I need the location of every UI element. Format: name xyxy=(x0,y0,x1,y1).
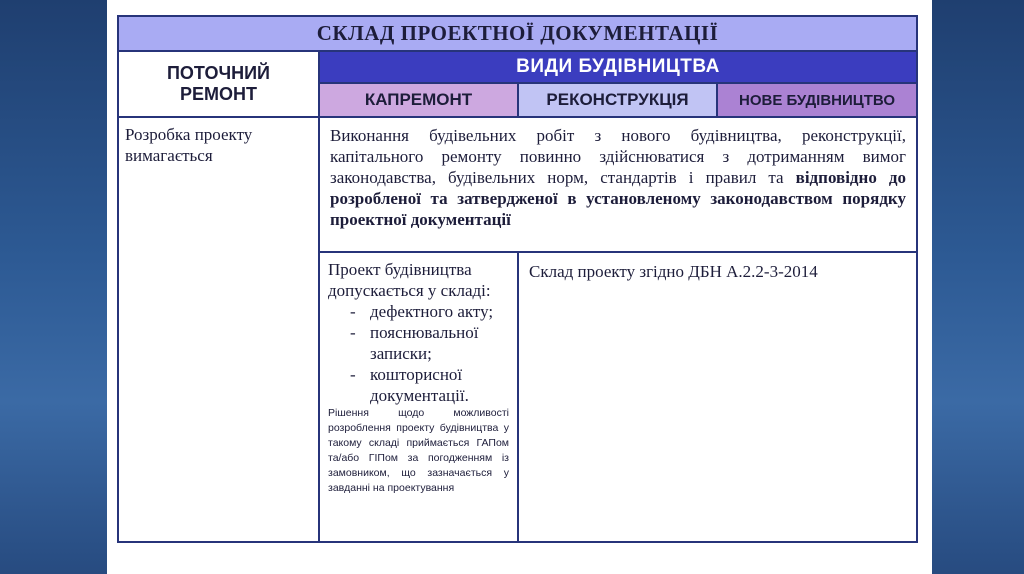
list-item: - пояснювальної записки; xyxy=(350,322,509,364)
composition-list xyxy=(328,301,509,406)
execution-text: Виконання будівельних робіт з нового будівництва, реконструкції, капітального ремонту повинно здійснюватися з дотриманням вимог законодавства, будівельних норм, стандартів і правил та xyxy=(330,126,906,187)
cell-capital-repair-composition xyxy=(318,251,519,543)
list-item: - дефектного акту; xyxy=(350,301,509,322)
header-capital-repair: КАПРЕМОНТ xyxy=(318,82,519,118)
composition-note: Рішення щодо можливості розроблення проекту будівництва у такому складі приймається ГАПом та/або ГІПом за погодженням із замовником, що зазначається у завданні на проектування xyxy=(328,407,509,494)
composition-intro: Проект будівництва допускається у складі: xyxy=(328,260,491,300)
cell-current-repair-text: Розробка проекту вимагається xyxy=(117,116,320,543)
cell-project-composition: Склад проекту згідно ДБН А.2.2-3-2014 xyxy=(517,251,918,543)
list-item: - кошторисної документації. xyxy=(350,364,509,406)
header-reconstruction: РЕКОНСТРУКЦІЯ xyxy=(517,82,718,118)
header-new-construction: НОВЕ БУДІВНИЦТВО xyxy=(716,82,918,118)
right-side-band xyxy=(932,0,1024,574)
cell-execution-requirements xyxy=(318,116,918,253)
table-title: СКЛАД ПРОЕКТНОЇ ДОКУМЕНТАЦІЇ xyxy=(117,15,918,52)
header-construction-types: ВИДИ БУДІВНИЦТВА xyxy=(318,50,918,84)
execution-text-bold: відповідно до розробленої та затвердженої в установленому законодавством порядку проектної документації xyxy=(330,168,906,229)
header-current-repair: ПОТОЧНИЙ РЕМОНТ xyxy=(117,50,320,118)
left-side-band xyxy=(0,0,107,574)
